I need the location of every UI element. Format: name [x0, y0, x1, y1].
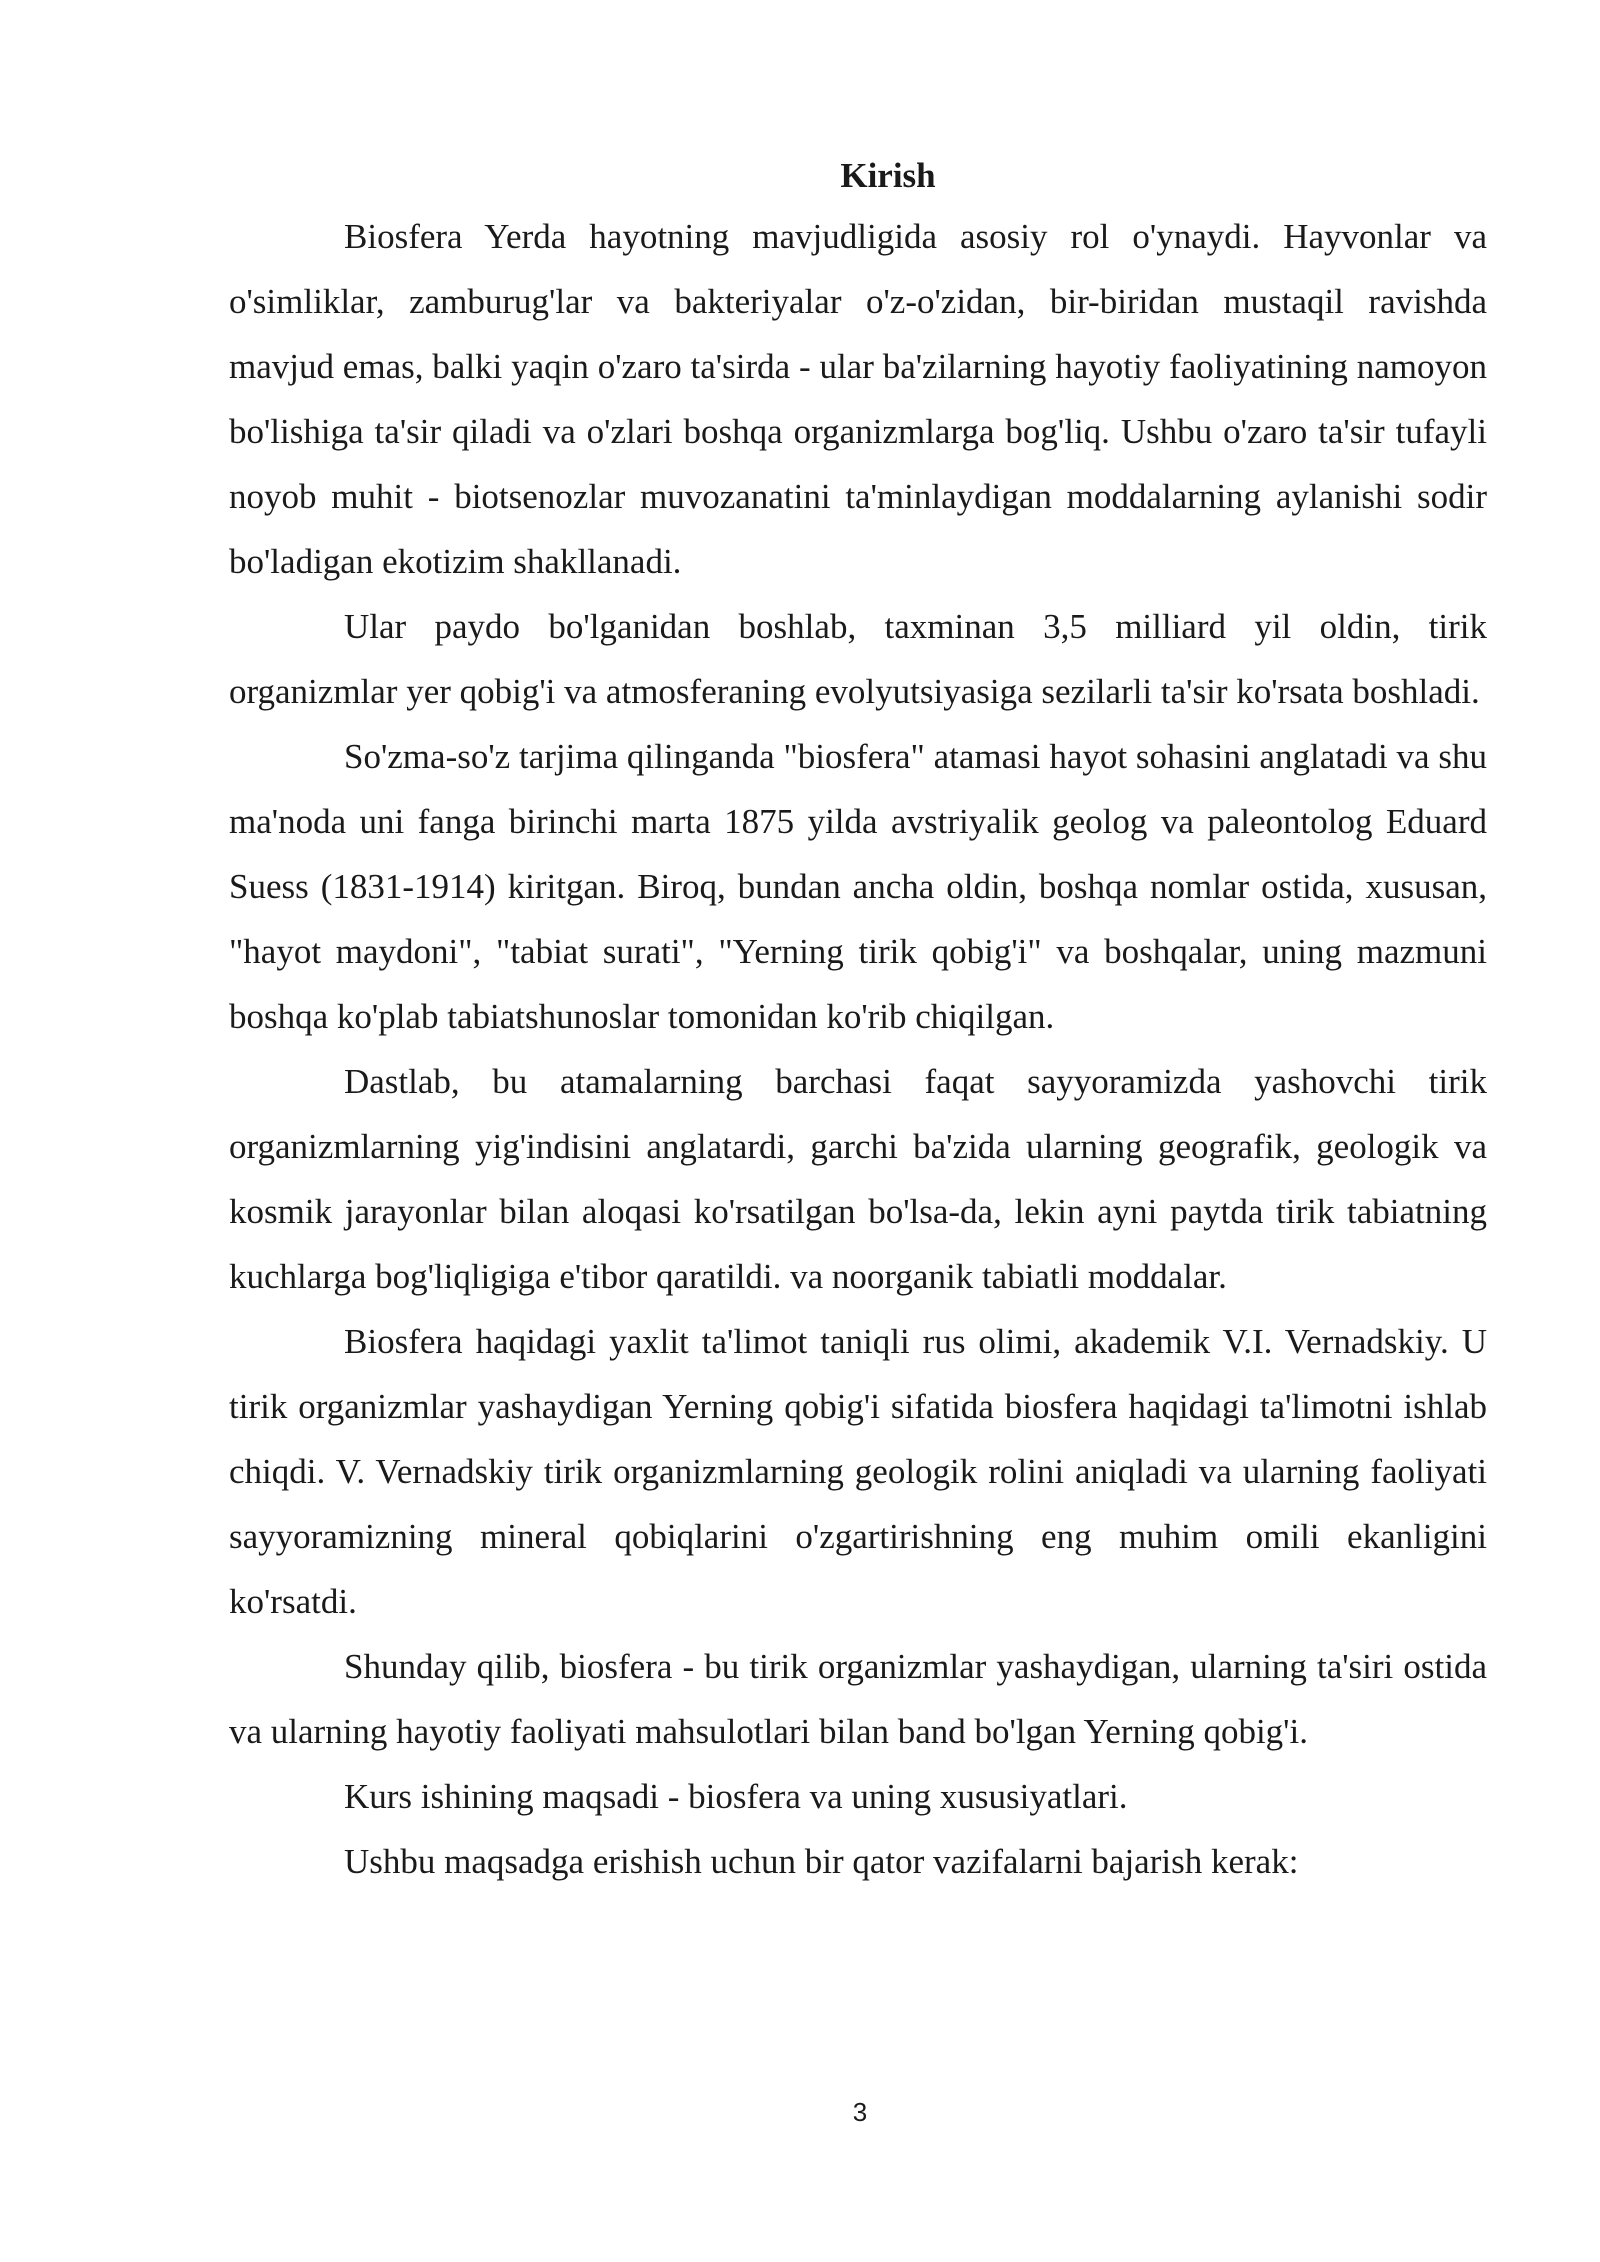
page-content	[229, 148, 1487, 1894]
paragraph-tasks-intro: Ushbu maqsadga erishish uchun bir qator vazifalarni bajarish kerak:	[344, 1842, 1299, 1881]
paragraph-term-origin: So'zma-so'z tarjima qilinganda "biosfera" atamasi hayot sohasini anglatadi va shu ma'noda uni fanga birinchi marta 1875 yilda avstriyalik geolog va paleontolog Eduard Suess (1831-1914) kiritgan. Biroq, bundan ancha oldin, boshqa nomlar ostida, xususan, "hayot maydoni", "tabiat surati", "Yerning tirik qobig'i" va boshqalar, uning mazmuni boshqa ko'plab tabiatshunoslar tomonidan ko'rib chiqilgan.	[229, 737, 1487, 1036]
paragraph-biosphere-role: Biosfera Yerda hayotning mavjudligida asosiy rol o'ynaydi. Hayvonlar va o'simliklar, zamburug'lar va bakteriyalar o'z-o'zidan, bir-biridan mustaqil ravishda mavjud emas, balki yaqin o'zaro ta'sirda - ular ba'zilarning hayotiy faoliyatining namoyon bo'lishiga ta'sir qiladi va o'zlari boshqa organizmlarga bog'liq. Ushbu o'zaro ta'sir tufayli noyob muhit - biotsenozlar muvozanatini ta'minlaydigan moddalarning aylanishi sodir bo'ladigan ekotizim shakllanadi.	[229, 217, 1487, 581]
paragraph-organisms-evolution: Ular paydo bo'lganidan boshlab, taxminan 3,5 milliard yil oldin, tirik organizmlar yer qobig'i va atmosferaning evolyutsiyasiga sezilarli ta'sir ko'rsata boshladi.	[229, 607, 1487, 711]
paragraph-term-meaning: Dastlab, bu atamalarning barchasi faqat sayyoramizda yashovchi tirik organizmlarning yig'indisini anglatardi, garchi ba'zida ularning geografik, geologik va kosmik jarayonlar bilan aloqasi ko'rsatilgan bo'lsa-da, lekin ayni paytda tirik tabiatning kuchlarga bog'liqligiga e'tibor qaratildi. va noorganik tabiatli moddalar.	[229, 1062, 1487, 1296]
paragraph-vernadsky: Biosfera haqidagi yaxlit ta'limot taniqli rus olimi, akademik V.I. Vernadskiy. U tirik organizmlar yashaydigan Yerning qobig'i sifatida biosfera haqidagi ta'limotni ishlab chiqdi. V. Vernadskiy tirik organizmlarning geologik rolini aniqladi va ularning faoliyati sayyoramizning mineral qobiqlarini o'zgartirishning eng muhim omili ekanligini ko'rsatdi.	[229, 1322, 1487, 1621]
section-heading: Kirish	[840, 156, 936, 195]
paragraph-definition: Shunday qilib, biosfera - bu tirik organizmlar yashaydigan, ularning ta'siri ostida va ularning hayotiy faoliyati mahsulotlari bilan band bo'lgan Yerning qobig'i.	[229, 1647, 1487, 1751]
paragraph-goal: Kurs ishining maqsadi - biosfera va uning xususiyatlari.	[344, 1777, 1128, 1816]
page-number: 3	[852, 2097, 868, 2127]
